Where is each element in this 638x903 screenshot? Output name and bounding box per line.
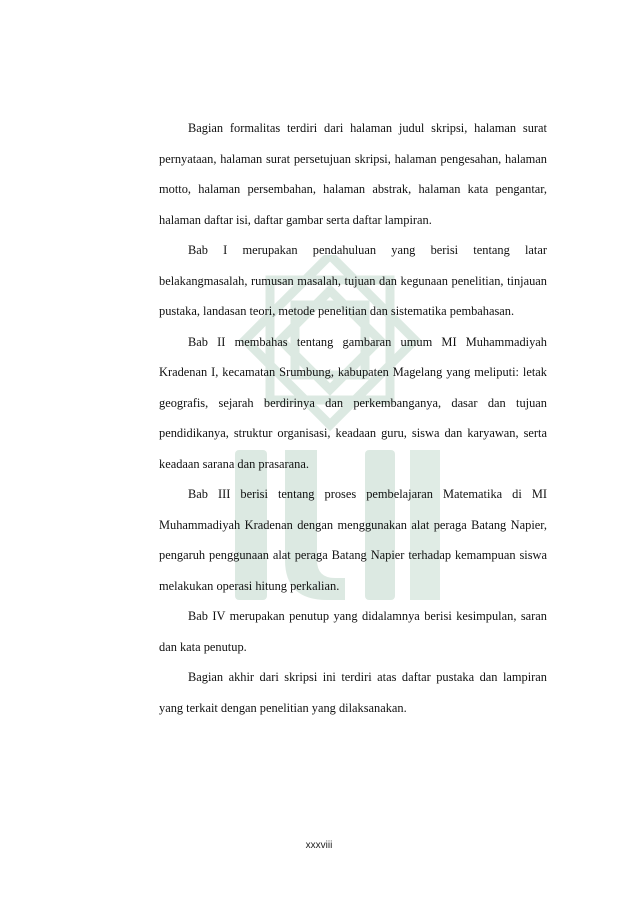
paragraph-formal-section: Bagian formalitas terdiri dari halaman judul skripsi, halaman surat pernyataan, halaman surat persetujuan skripsi, halaman pengesahan, halaman motto, halaman persembahan, halaman abstrak, halaman kata pengantar, halaman daftar isi, daftar gambar serta daftar lampiran. bbox=[159, 121, 547, 227]
document-body bbox=[159, 113, 547, 723]
paragraph-chapter-3: Bab III berisi tentang proses pembelajaran Matematika di MI Muhammadiyah Kradenan dengan menggunakan alat peraga Batang Napier, pengaruh penggunaan alat peraga Batang Napier terhadap kemampuan siswa melakukan operasi hitung perkalian. bbox=[159, 487, 547, 593]
paragraph-chapter-1: Bab I merupakan pendahuluan yang berisi tentang latar belakangmasalah, rumusan masalah, tujuan dan kegunaan penelitian, tinjauan pustaka, landasan teori, metode penelitian dan sistematika pembahasan. bbox=[159, 243, 547, 318]
paragraph-chapter-2: Bab II membahas tentang gambaran umum MI Muhammadiyah Kradenan I, kecamatan Srumbung, kabupaten Magelang yang meliputi: letak geografis, sejarah berdirinya dan perkembanganya, dasar dan tujuan pendidikanya, struktur organisasi, keadaan guru, siswa dan karyawan, serta keadaan sarana dan prasarana. bbox=[159, 334, 547, 471]
paragraph-chapter-4: Bab IV merupakan penutup yang didalamnya berisi kesimpulan, saran dan kata penutup. bbox=[159, 609, 547, 654]
page-number: xxxviii bbox=[305, 840, 333, 851]
paragraph-final-section: Bagian akhir dari skripsi ini terdiri atas daftar pustaka dan lampiran yang terkait dengan penelitian yang dilaksanakan. bbox=[159, 670, 547, 715]
